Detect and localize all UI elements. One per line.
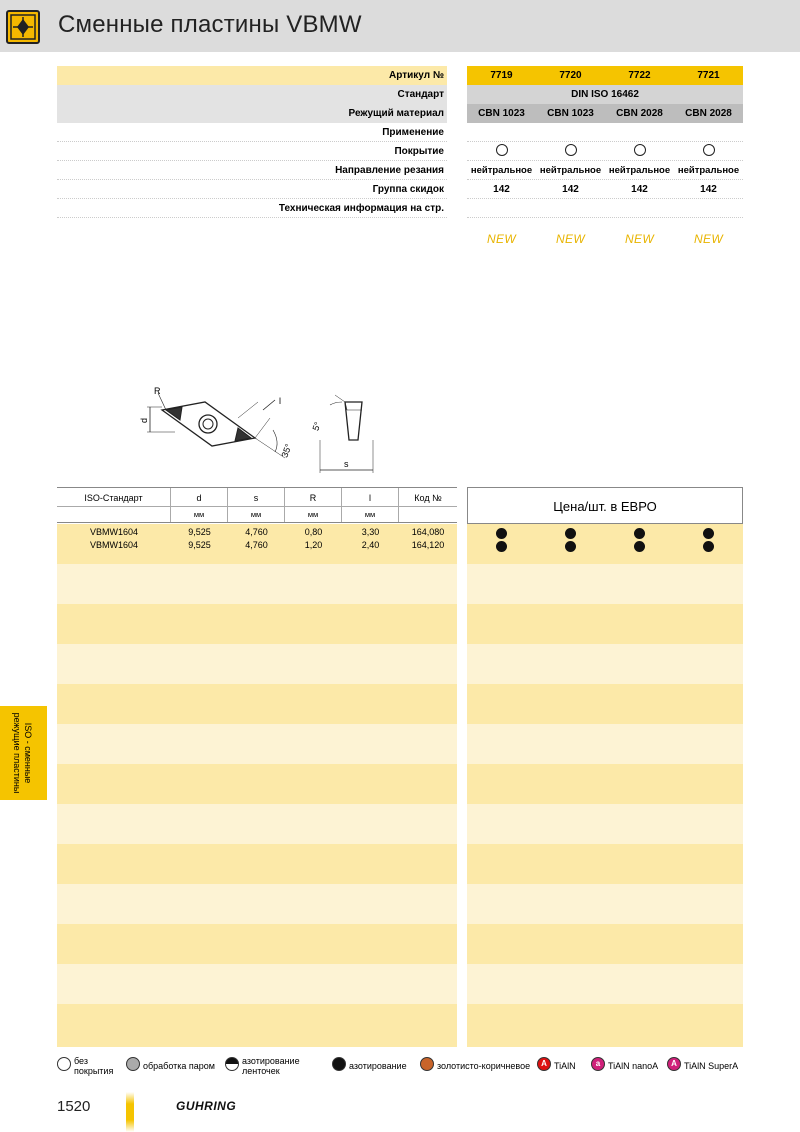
legend-label: TiAlN	[554, 1061, 576, 1071]
spec-label: Техническая информация на стр.	[57, 199, 447, 218]
drawing-label-angle5: 5°	[310, 420, 323, 433]
gold-brown-icon	[420, 1057, 434, 1071]
coating-legend	[57, 1052, 757, 1076]
page-title: Сменные пластины VBMW	[58, 11, 362, 38]
spec-row-material	[57, 104, 743, 123]
code-cell: 164,080	[411, 527, 445, 537]
spec-row-standard	[57, 85, 743, 104]
legend-label: золотисто-коричневое	[437, 1061, 531, 1071]
price-body	[467, 524, 743, 1047]
column-header: l	[342, 488, 399, 506]
new-tags	[467, 232, 743, 248]
spec-label: Группа скидок	[57, 180, 447, 199]
land-nitrided-icon	[225, 1057, 239, 1071]
price-header: Цена/шт. в ЕВРО	[467, 487, 743, 524]
table-body	[57, 524, 457, 1047]
standard-cell: DIN ISO 16462	[571, 89, 639, 100]
table-header-row	[57, 487, 457, 507]
available-dot-icon	[496, 541, 507, 552]
drawing-label-s: s	[344, 459, 349, 469]
insert-diagram-icon	[130, 380, 390, 480]
page-header	[0, 0, 800, 52]
discount-cell: 142	[631, 184, 648, 195]
side-tab-line1: ISO - сменные	[23, 722, 33, 784]
code-cell: 164,120	[411, 540, 445, 550]
new-badge: NEW	[487, 232, 516, 246]
legend-item	[225, 1054, 335, 1076]
drawing-label-angle35: 35°	[279, 442, 294, 459]
nitrided-icon	[332, 1057, 346, 1071]
legend-item	[537, 1054, 593, 1076]
spec-label: Направление резания	[57, 161, 447, 180]
article-cell: 7720	[559, 70, 582, 81]
legend-label: азотирование	[349, 1061, 407, 1071]
uncoated-icon	[565, 144, 577, 156]
drawing-label-l: l	[279, 396, 281, 406]
legend-label: без покрытия	[74, 1056, 114, 1076]
unit-cell	[57, 507, 171, 522]
s-cell: 4,760	[245, 540, 268, 550]
iso-cell: VBMW1604	[89, 527, 139, 537]
d-cell: 9,525	[188, 527, 211, 537]
uncoated-icon	[634, 144, 646, 156]
column-header: R	[285, 488, 342, 506]
available-dot-icon	[565, 541, 576, 552]
article-cell: 7722	[628, 70, 651, 81]
spec-row-direction	[57, 161, 743, 180]
available-dot-icon	[703, 528, 714, 539]
column-header: ISO-Стандарт	[57, 488, 171, 506]
section-side-tab[interactable]	[0, 706, 47, 800]
page-number: 1520	[57, 1098, 91, 1115]
discount-cell: 142	[493, 184, 510, 195]
legend-item	[667, 1054, 757, 1076]
available-dot-icon	[496, 528, 507, 539]
tialn-supera-icon: A	[667, 1057, 681, 1071]
table-units-row	[57, 507, 457, 523]
r-cell: 1,20	[304, 540, 323, 550]
article-cell: 7721	[697, 70, 720, 81]
drawing-label-d: d	[139, 417, 149, 423]
legend-label: TiAlN SuperA	[684, 1061, 739, 1071]
direction-cell: нейтральное	[608, 165, 671, 176]
direction-cell: нейтральное	[677, 165, 740, 176]
spec-row-discount	[57, 180, 743, 199]
footer-accent-bar	[126, 1092, 134, 1132]
available-dot-icon	[565, 528, 576, 539]
spec-row-article	[57, 66, 743, 85]
new-badge: NEW	[694, 232, 723, 246]
tialn-nanoa-icon: a	[591, 1057, 605, 1071]
unit-cell: мм	[342, 507, 399, 522]
legend-label: TiAlN nanoA	[608, 1061, 659, 1071]
available-dot-icon	[634, 528, 645, 539]
spec-label: Стандарт	[57, 85, 447, 104]
spec-row-application	[57, 123, 743, 142]
spec-row-techinfo	[57, 199, 743, 218]
spec-label: Режущий материал	[57, 104, 447, 123]
spec-label: Применение	[57, 123, 447, 142]
legend-item	[591, 1054, 669, 1076]
specs-table	[57, 66, 743, 218]
discount-cell: 142	[700, 184, 717, 195]
price-table	[467, 487, 743, 1047]
brand-logo: GUHRING	[176, 1099, 237, 1113]
s-cell: 4,760	[245, 527, 268, 537]
r-cell: 0,80	[304, 527, 323, 537]
table-row	[57, 539, 457, 551]
legend-item	[332, 1054, 422, 1076]
direction-cell: нейтральное	[470, 165, 533, 176]
l-cell: 2,40	[361, 540, 380, 550]
spec-row-coating	[57, 142, 743, 161]
unit-cell: мм	[228, 507, 285, 522]
direction-cell: нейтральное	[539, 165, 602, 176]
material-cell: CBN 1023	[547, 108, 594, 119]
unit-cell	[399, 507, 457, 522]
legend-item	[126, 1054, 226, 1076]
spec-label: Покрытие	[57, 142, 447, 161]
guhring-logo-icon	[6, 10, 40, 44]
iso-cell: VBMW1604	[89, 540, 139, 550]
steam-treated-icon	[126, 1057, 140, 1071]
available-dot-icon	[703, 541, 714, 552]
column-header: s	[228, 488, 285, 506]
new-badge: NEW	[556, 232, 585, 246]
unit-cell: мм	[285, 507, 342, 522]
new-badge: NEW	[625, 232, 654, 246]
drawing-label-R: R	[154, 386, 161, 396]
uncoated-icon	[703, 144, 715, 156]
side-tab-line2: режущие пластины	[12, 712, 22, 794]
material-cell: CBN 2028	[685, 108, 732, 119]
insert-drawing	[130, 380, 390, 480]
discount-cell: 142	[562, 184, 579, 195]
legend-label: азотирование ленточек	[242, 1056, 300, 1076]
tialn-icon: A	[537, 1057, 551, 1071]
legend-label: обработка паром	[143, 1061, 215, 1071]
available-dot-icon	[634, 541, 645, 552]
dimensions-table	[57, 487, 457, 1047]
article-cell: 7719	[490, 70, 513, 81]
d-cell: 9,525	[188, 540, 211, 550]
material-cell: CBN 2028	[616, 108, 663, 119]
column-header: Код №	[414, 493, 442, 503]
column-header: d	[171, 488, 228, 506]
uncoated-icon	[57, 1057, 71, 1071]
l-cell: 3,30	[361, 527, 380, 537]
legend-item	[57, 1054, 125, 1076]
uncoated-icon	[496, 144, 508, 156]
unit-cell: мм	[171, 507, 228, 522]
table-row	[57, 526, 457, 538]
spec-label: Артикул №	[57, 66, 447, 85]
material-cell: CBN 1023	[478, 108, 525, 119]
legend-item	[420, 1054, 540, 1076]
